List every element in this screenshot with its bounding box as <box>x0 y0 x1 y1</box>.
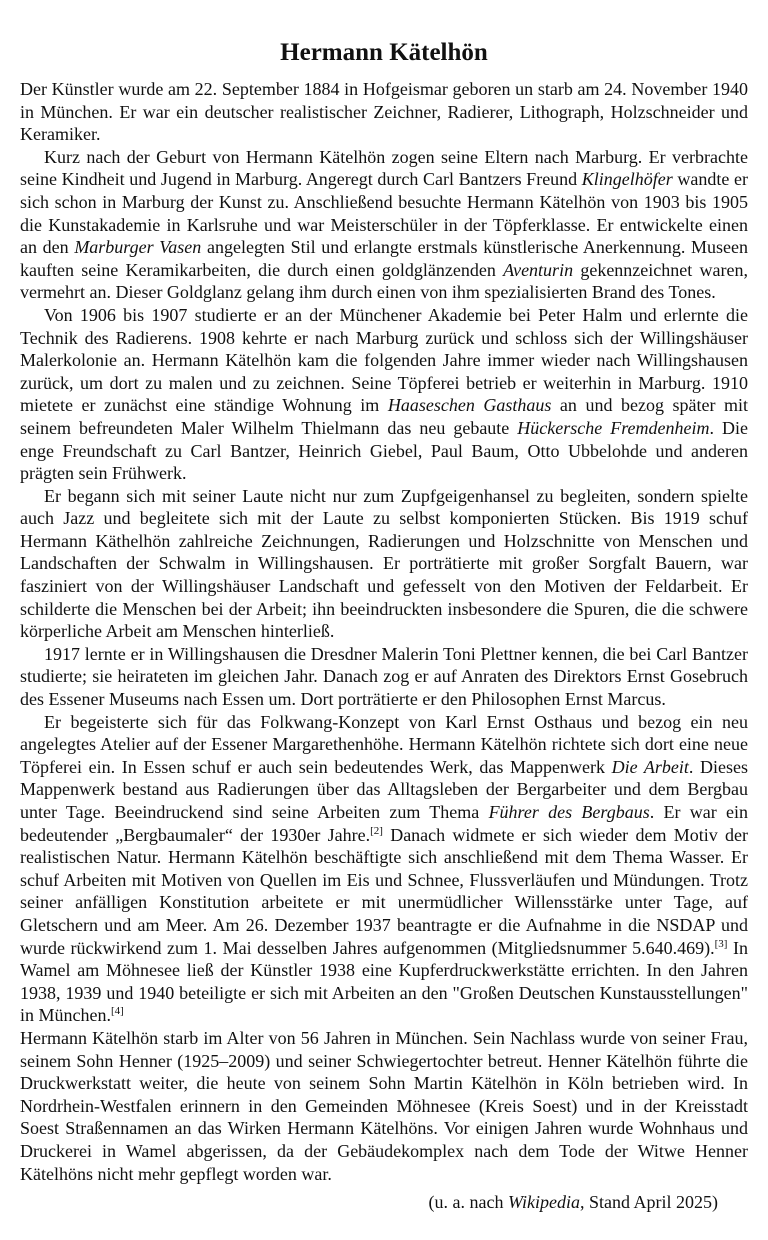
text-run: Von 1906 bis 1907 studierte er an der Münchener Akademie bei Peter Halm und erlernte die Technik des Radierens. 1908 kehrte er nach Marburg zurück und schloss sich der Willingshäuser Malerkolonie an. Hermann Kätelhön kam die folgenden Jahre immer wieder nach Willingshausen zurück, um dort zu malen und zu zeichnen. Seine Töpferei betrieb er weiterhin in Marburg. 1910 mietete er zunächst eine ständige Wohnung im <box>20 304 748 416</box>
text-run: Der Künstler wurde am 22. September 1884 in Hofgeismar geboren un starb am 24. November 1940 in München. Er war ein deutscher realistischer Zeichner, Radierer, Lithograph, Holzschneider und Keramiker. <box>20 79 748 145</box>
text-run: Er begann sich mit seiner Laute nicht nur zum Zupfgeigenhansel zu begleiten, sondern spielte auch Jazz und begleitete sich mit der Laute zu selbst komponierten Stücken. Bis 1919 schuf Hermann Käthelhön zahlreiche Zeichnungen, Radierungen und Holzschnitte von Menschen und Landschaften der Schwalm in Willingshausen. Er porträtierte mit großer Sorgfalt Bauern, war fasziniert von der Willingshäuser Landschaft und gefesselt von den Motiven der Feldarbeit. Er schilderte die Menschen bei der Arbeit; ihn beeindruckten insbesondere die Spuren, die die schwere körperliche Arbeit am Menschen hinterließ. <box>20 485 748 642</box>
text-run: . Die enge Freundschaft zu Carl Bantzer, Heinrich Giebel, Paul Baum, Otto Ubbelohde und anderen prägten sein Frühwerk. <box>20 417 748 484</box>
text-run: an und bezog später mit seinem befreundeten Maler Wilhelm Thielmann das neu gebaute <box>20 395 749 438</box>
closing-paragraph: Hermann Kätelhön starb im Alter von 56 Jahren in München. Sein Nachlass wurde von seiner Frau, seinem Sohn Henner (1925–2009) und seiner Schwiegertochter betreut. Henner Kätelhön führte die Druckwerkstatt weiter, die heute von seinem Sohn Martin Kätelhön in Köln betrieben wird. In Nordrhein-Westfalen erinnern in den Gemeinden Möhnesee (Kreis Soest) und in der Kreisstadt Soest Straßennamen an das Wirken Hermann Kätelhöns. Vor einigen Jahren wurde Wohnhaus und Druckerei in Wamel abgerissen, da der Gebäudekomplex nach dem Tode der Witwe Henner Kätelhöns nicht mehr gepflegt worden war. <box>20 1027 748 1184</box>
paragraph <box>20 711 748 1027</box>
footnote-ref: [3] <box>714 937 728 950</box>
footnote-ref: [4] <box>110 1005 124 1018</box>
text-run: Kurz nach der Geburt von Hermann Kätelhön zogen seine Eltern nach Marburg. Er verbrachte seine Kindheit und Jugend in Marburg. Angeregt durch Carl Bantzers Freund <box>20 146 748 190</box>
paragraph <box>20 643 748 711</box>
footnote-ref: [2] <box>370 824 383 837</box>
page-title: Hermann Kätelhön <box>280 39 488 66</box>
article-body <box>20 78 748 1027</box>
article <box>20 38 748 1185</box>
paragraph <box>20 78 748 146</box>
italic-term: Klingelhöfer <box>581 169 673 190</box>
text-run: Danach widmete er sich wieder dem Motiv der realistischen Natur. Hermann Kätelhön beschäftigte sich anschließend mit dem Thema Wasser. Er schuf Arbeiten mit Motiven von Quellen im Eis und Schnee, Flussverläufen und Mündungen. Trotz seiner anfälligen Konstitution arbeitete er mit unermüdlicher Willensstärke unter Tage, auf Gletschern und am Meer. Am 26. Dezember 1937 beantragte er die Aufnahme in die NSDAP und wurde rückwirkend zum 1. Mai desselben Jahres aufgenommen (Mitgliedsnummer 5.640.469). <box>20 824 748 958</box>
text-run: . Er war ein bedeutender „Bergbaumaler“ der 1930er Jahre. <box>20 802 749 845</box>
italic-term: Hückersche Fremdenheim <box>517 417 710 438</box>
text-run: Er begeisterte sich für das Folkwang-Konzept von Karl Ernst Osthaus und bezog ein neu angelegtes Atelier auf der Essener Margarethenhöhe. Hermann Kätelhön richtete sich dort eine neue Töpferei ein. In Essen schuf er auch sein bedeutendes Werk, das Mappenwerk <box>20 711 748 777</box>
italic-term: Marburger Vasen <box>74 237 202 258</box>
italic-term: Aventurin <box>503 259 574 280</box>
source-suffix: , Stand April 2025) <box>580 1192 718 1212</box>
text-run: 1917 lernte er in Willingshausen die Dresdner Malerin Toni Plettner kennen, die bei Carl Bantzer studierte; sie heirateten im gleichen Jahr. Danach zog er auf Anraten des Direktors Ernst Gosebruch des Essener Museums nach Essen um. Dort porträtierte er den Philosophen Ernst Marcus. <box>20 643 748 710</box>
source-note <box>429 1191 718 1213</box>
paragraph <box>20 146 748 304</box>
italic-term: Führer des Bergbaus <box>488 802 650 822</box>
italic-term: Haaseschen Gasthaus <box>387 395 552 416</box>
source-name: Wikipedia <box>508 1192 580 1212</box>
text-run: . Dieses Mappenwerk bestand aus Radierungen über das Alltagsleben der Bergarbeiter und dem Bergbau unter Tage. Beeindruckend sind seine Arbeiten zum Thema <box>20 756 749 822</box>
paragraph <box>20 304 748 485</box>
text-run: In Wamel am Möhnesee ließ der Künstler 1938 eine Kupferdruckwerkstätte errichten. In den Jahren 1938, 1939 und 1940 beteiligte er sich mit Arbeiten an den "Großen Deutschen Kunstausstellungen" in München. <box>20 937 748 1026</box>
italic-term: Die Arbeit <box>611 756 689 777</box>
paragraph <box>20 485 748 643</box>
text-run: wandte er sich schon in Marburg der Kunst zu. Anschließend besuchte Hermann Kätelhön von 1903 bis 1905 die Kunstakademie in Karlsruhe und war Meisterschüler in der Töpferklasse. Er entwickelte einen an den <box>20 169 748 258</box>
source-prefix: (u. a. nach <box>428 1192 509 1212</box>
text-run: angelegten Stil und erlangte erstmals künstlerische Anerkennung. Museen kauften seine Keramikarbeiten, die durch einen goldglänzenden <box>20 237 748 280</box>
text-run: gekennzeichnet waren, vermehrt an. Dieser Goldglanz gelang ihm durch einen von ihm spezialisierten Brand des Tones. <box>20 259 748 303</box>
